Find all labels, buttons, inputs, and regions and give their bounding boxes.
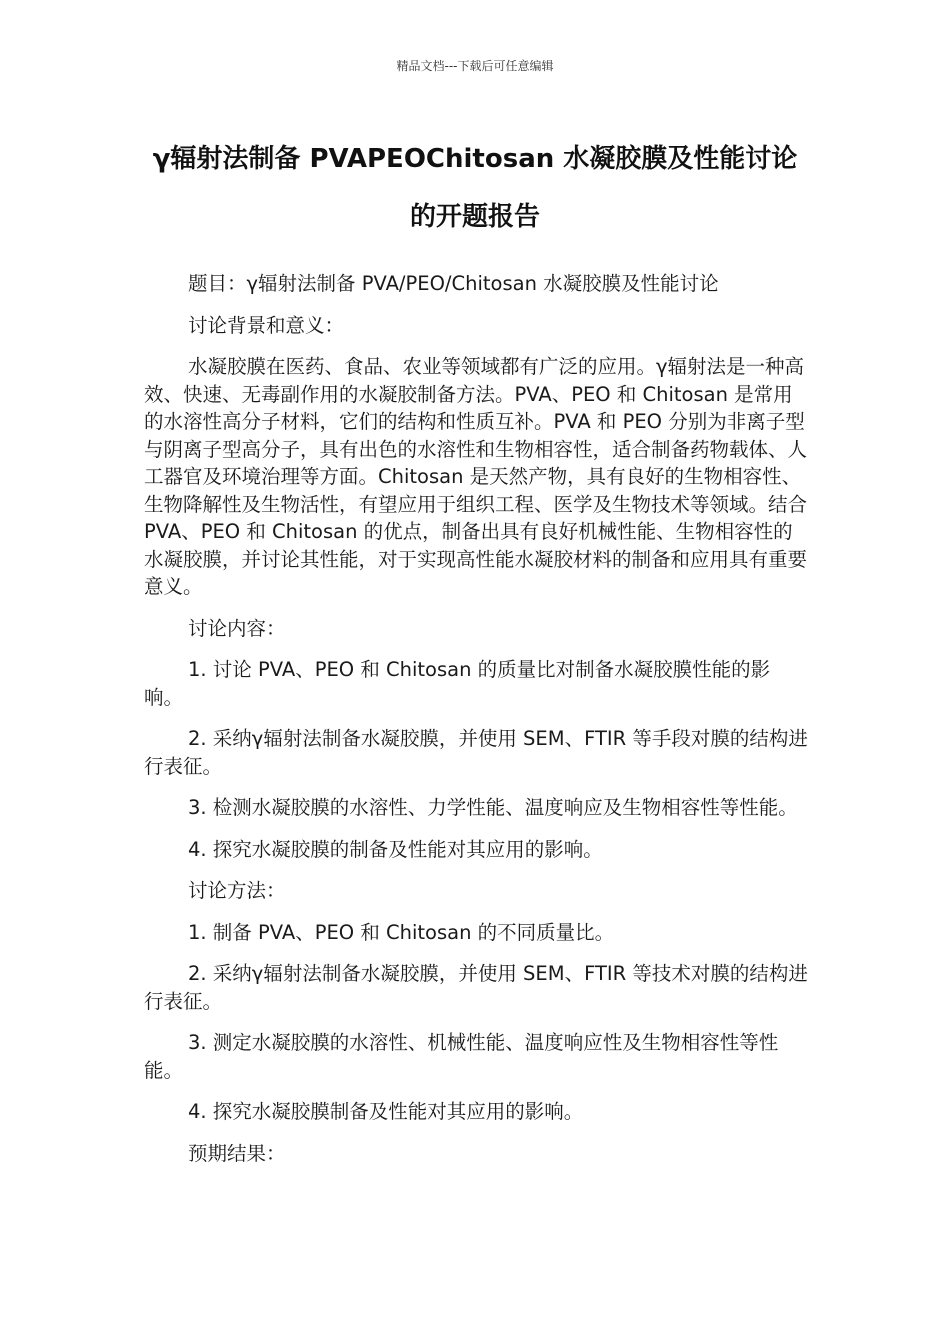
content-item-4: 4. 探究水凝胶膜的制备及性能对其应用的影响。	[188, 837, 603, 861]
content-item-2: 2. 采纳γ辐射法制备水凝胶膜，并使用 SEM、FTIR 等手段对膜的结构进行表征。	[144, 727, 808, 778]
content-item-3: 3. 检测水凝胶膜的水溶性、力学性能、温度响应及生物相容性等性能。	[188, 796, 798, 819]
background-heading: 讨论背景和意义：	[188, 313, 345, 337]
method-item-1: 1. 制备 PVA、PEO 和 Chitosan 的不同质量比。	[188, 920, 615, 944]
method-item-2: 2. 采纳γ辐射法制备水凝胶膜，并使用 SEM、FTIR 等技术对膜的结构进行表征。	[144, 962, 808, 1013]
content-item-1: 1. 讨论 PVA、PEO 和 Chitosan 的质量比对制备水凝胶膜性能的影响。	[144, 658, 771, 709]
method-heading: 讨论方法：	[188, 879, 286, 902]
method-item-3: 3. 测定水凝胶膜的水溶性、机械性能、温度响应性及生物相容性等性能。	[144, 1031, 779, 1082]
document-title: γ辐射法制备 PVAPEOChitosan 水凝胶膜及性能讨论的开题报告	[152, 144, 798, 232]
content-heading: 讨论内容：	[188, 616, 286, 640]
method-item-4: 4. 探究水凝胶膜制备及性能对其应用的影响。	[188, 1100, 584, 1123]
page-header: 精品文档---下载后可任意编辑	[396, 59, 554, 73]
document-body	[144, 270, 808, 1181]
background-paragraph: 水凝胶膜在医药、食品、农业等领域都有广泛的应用。γ辐射法是一种高效、快速、无毒副作用的水凝胶制备方法。PVA、PEO 和 Chitosan 是常用的水溶性高分子材料，它们的结构和性质互补。PVA 和 PEO 分别为非离子型与阴离子型高分子，具有出色的水溶性和生物相容性，适合制备药物载体、人工器官及环境治理等方面。Chitosan 是天然产物，具有良好的生物相容性、生物降解性及生物活性，有望应用于组织工程、医学及生物技术等领域。结合 PVA、PEO 和 Chitosan 的优点，制备出具有良好机械性能、生物相容性的水凝胶膜，并讨论其性能，对于实现高性能水凝胶材料的制备和应用具有重要意义。	[144, 355, 808, 598]
topic-line: 题目：γ辐射法制备 PVA/PEO/Chitosan 水凝胶膜及性能讨论	[188, 272, 719, 295]
results-heading: 预期结果：	[188, 1141, 286, 1165]
